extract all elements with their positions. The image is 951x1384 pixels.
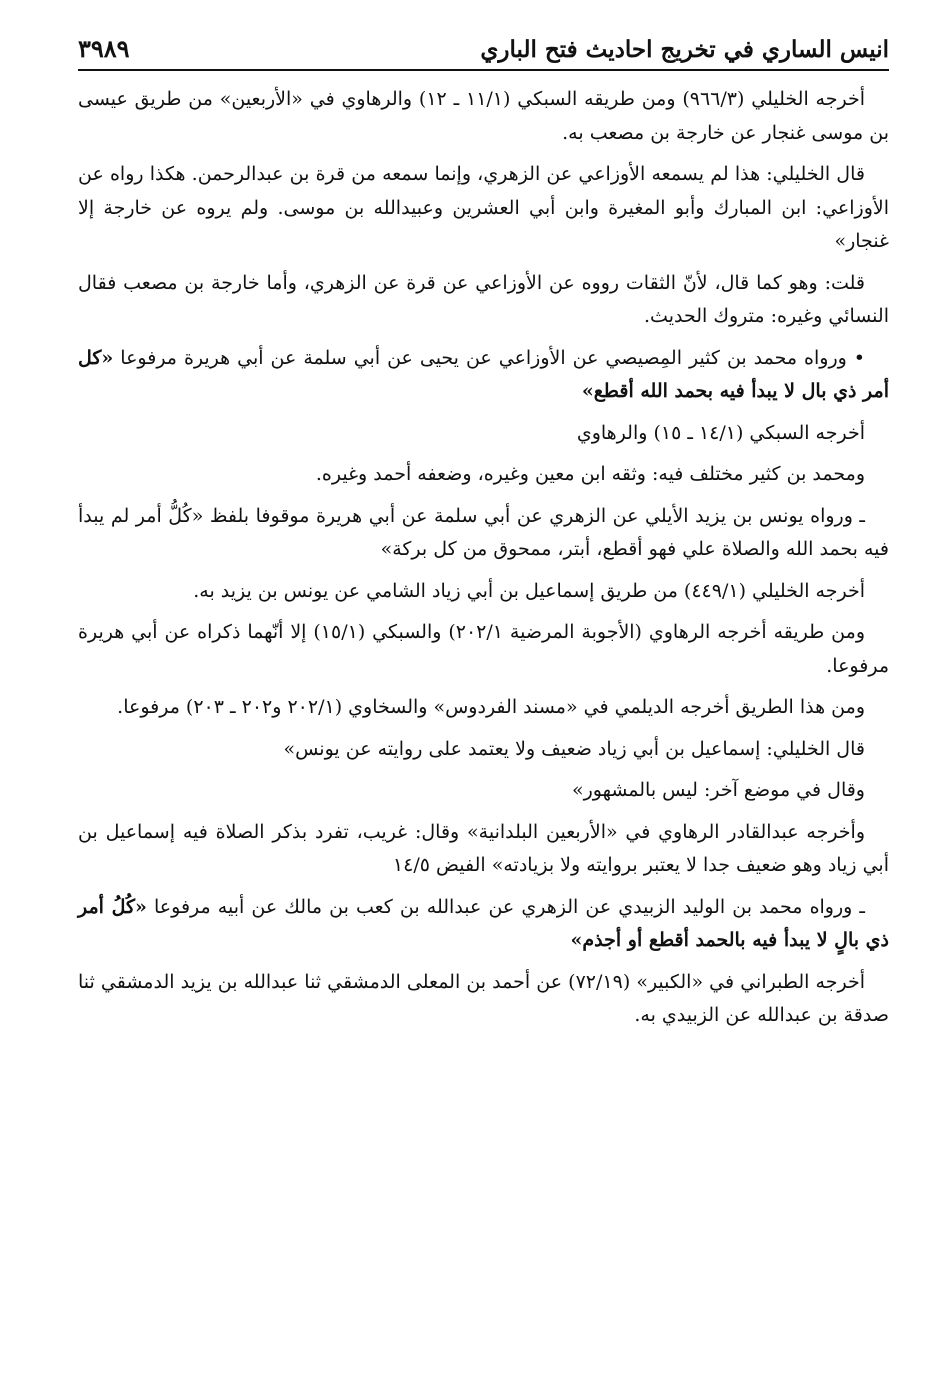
paragraph xyxy=(78,267,889,334)
paragraph xyxy=(78,616,889,683)
page-number: ٣٩٨٩ xyxy=(78,34,130,63)
paragraph xyxy=(78,733,889,767)
paragraph-text: أخرجه الطبراني في «الكبير» (٧٢/١٩) عن أحمد بن المعلى الدمشقي ثنا عبدالله بن يزيد الدمشقي ثنا صدقة بن عبدالله عن الزبيدي به. xyxy=(78,970,889,1026)
paragraph-text: ومن طريقه أخرجه الرهاوي (الأجوبة المرضية ٢٠٢/١) والسبكي (١٥/١) إلا أنّهما ذكراه عن أبي هريرة مرفوعا. xyxy=(78,621,889,677)
paragraph-text: ومحمد بن كثير مختلف فيه: وثقه ابن معين وغيره، وضعفه أحمد وغيره. xyxy=(315,463,865,485)
paragraph-text: أخرجه السبكي (١٤/١ ـ ١٥) والرهاوي xyxy=(576,421,865,444)
paragraph-text: أخرجه الخليلي (٩٦٦/٣) ومن طريقه السبكي (١١/١ ـ ١٢) والرهاوي في «الأربعين» من طريق عيسى بن موسى غنجار عن خارجة بن مصعب به. xyxy=(78,88,889,144)
paragraph xyxy=(78,774,889,808)
paragraph-text: ـ ورواه محمد بن الوليد الزبيدي عن الزهري عن عبدالله بن كعب بن مالك عن أبيه مرفوعا xyxy=(146,895,865,918)
paragraph xyxy=(78,158,889,259)
paragraph-text: وقال في موضع آخر: ليس بالمشهور» xyxy=(571,779,865,801)
paragraph-text: ومن هذا الطريق أخرجه الديلمي في «مسند الفردوس» والسخاوي (٢٠٢/١ و٢٠٢ ـ ٢٠٣) مرفوعا. xyxy=(117,696,865,718)
book-title: انيس الساري في تخريج احاديث فتح الباري xyxy=(480,36,889,63)
paragraph xyxy=(78,891,889,958)
hadith-text: «كل أمر ذي بال لا يبدأ فيه بحمد الله أقطع» xyxy=(78,346,889,402)
running-header xyxy=(78,34,889,71)
paragraph xyxy=(78,500,889,567)
paragraph xyxy=(78,966,889,1033)
page-body xyxy=(78,83,889,1033)
paragraph-text: قلت: وهو كما قال، لأنّ الثقات رووه عن الأوزاعي عن قرة عن الزهري، وأما خارجة بن مصعب فقال النسائي وغيره: متروك الحديث. xyxy=(78,271,889,327)
paragraph xyxy=(78,816,889,883)
paragraph xyxy=(78,417,889,451)
paragraph-text: • ورواه محمد بن كثير المِصيصي عن الأوزاعي عن يحيى عن أبي سلمة عن أبي هريرة مرفوعا xyxy=(113,346,865,369)
paragraph-text: قال الخليلي: هذا لم يسمعه الأوزاعي عن الزهري، وإنما سمعه من قرة بن عبدالرحمن. هكذا رواه عن الأوزاعي: ابن المبارك وأبو المغيرة وابن أبي العشرين وعبيدالله بن موسى. ولم يروه عن خارجة إلا غنجار» xyxy=(78,163,889,252)
paragraph-text: قال الخليلي: إسماعيل بن أبي زياد ضعيف ولا يعتمد على روايته عن يونس» xyxy=(283,737,865,760)
paragraph-text: أخرجه الخليلي (٤٤٩/١) من طريق إسماعيل بن أبي زياد الشامي عن يونس بن يزيد به. xyxy=(193,579,865,602)
paragraph xyxy=(78,691,889,725)
paragraph-text: ـ ورواه يونس بن يزيد الأيلي عن الزهري عن أبي سلمة عن أبي هريرة موقوفا بلفظ «كُلُّ أمر لم يبدأ فيه بحمد الله والصلاة علي فهو أقطع، أبتر، ممحوق من كل بركة» xyxy=(78,504,889,560)
paragraph xyxy=(78,458,889,492)
paragraph-text: وأخرجه عبدالقادر الرهاوي في «الأربعين البلدانية» وقال: غريب، تفرد بذكر الصلاة فيه إسماعيل بن أبي زياد وهو ضعيف جدا لا يعتبر بروايته ولا بزيادته» الفيض ١٤/٥ xyxy=(78,820,889,876)
hadith-text: «كُلُ أمر ذي بالٍ لا يبدأ فيه بالحمد أقطع أو أجذم» xyxy=(78,895,889,951)
paragraph xyxy=(78,83,889,150)
paragraph xyxy=(78,342,889,409)
paragraph xyxy=(78,575,889,609)
